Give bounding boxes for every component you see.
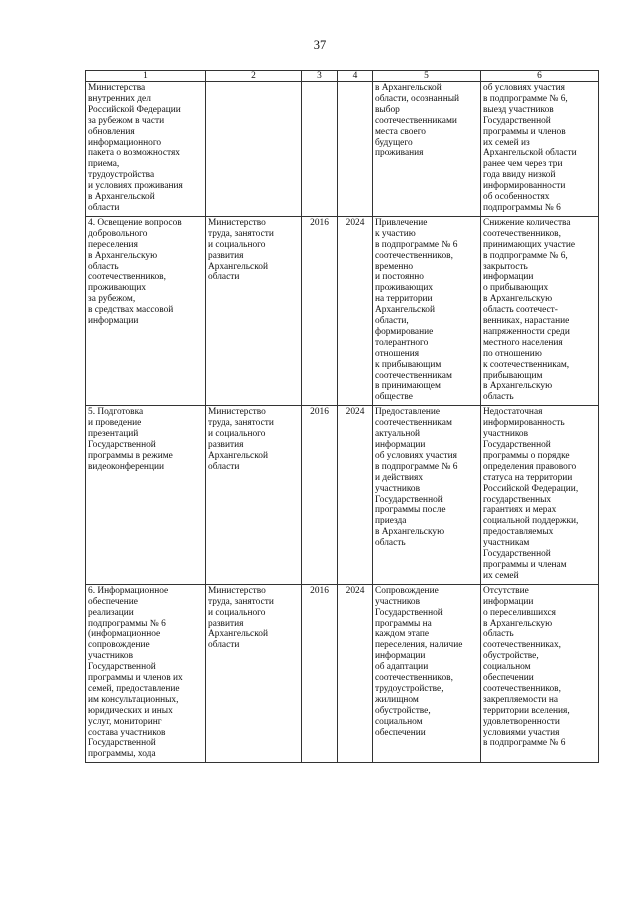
measure-cell: 4. Освещение вопросов добровольного переселения в Архангельскую область соотечественников, проживающих за рубежом, в средствах массовой информации: [86, 216, 206, 405]
measure-cell: 5. Подготовка и проведение презентаций Государственной программы в режиме видеоконференции: [86, 406, 206, 585]
column-header: 3: [302, 71, 338, 82]
end-year-cell: 2024: [338, 216, 373, 405]
expected-result-cell: Предоставление соотечественникам актуальной информации об условиях участия в подпрограмме № 6 и действиях участников Государственной программы после приезда в Архангельскую область: [373, 406, 481, 585]
measure-cell: Министерства внутренних дел Российской Федерации за рубежом в части обновления информационного пакета о возможностях приема, трудоустройства и условиях проживания в Архангельской области: [86, 82, 206, 217]
column-header: 6: [481, 71, 599, 82]
consequences-cell: об условиях участия в подпрограмме № 6, выезд участников Государственной программы и членов их семей из Архангельской области ранее чем через три года ввиду низкой информированности об особенностях подпрограммы № 6: [481, 82, 599, 217]
header-row: [86, 71, 599, 82]
consequences-cell: Недостаточная информированность участников Государственной программы о порядке определения правового статуса на территории Российской Федерации, государственных гарантиях и мерах социальной поддержки, предоставляемых участникам Государственной программы и членам их семей: [481, 406, 599, 585]
expected-result-cell: Сопровождение участников Государственной программы на каждом этапе переселения, наличие информации об адаптации соотечественников, трудоустройстве, жилищном обустройстве, социальном обеспечении: [373, 584, 481, 763]
executor-cell: Министерство труда, занятости и социального развития Архангельской области: [206, 216, 302, 405]
expected-result-cell: Привлечение к участию в подпрограмме № 6 соотечественников, временно и постоянно проживающих на территории Архангельской области, формирование толерантного отношения к прибывающим соотечественникам в принимающем обществе: [373, 216, 481, 405]
executor-cell: Министерство труда, занятости и социального развития Архангельской области: [206, 406, 302, 585]
consequences-cell: Снижение количества соотечественников, принимающих участие в подпрограмме № 6, закрытость информации о прибывающих в Архангельскую область соотечест- венниках, нарастание напряженности среди местного населения по отношению к соотечественникам, прибывающим в Архангельскую область: [481, 216, 599, 405]
start-year-cell: 2016: [302, 406, 338, 585]
page-number: 37: [313, 38, 327, 52]
end-year-cell: [338, 82, 373, 217]
start-year-cell: [302, 82, 338, 217]
column-header: 2: [206, 71, 302, 82]
start-year-cell: 2016: [302, 584, 338, 763]
executor-cell: [206, 82, 302, 217]
column-header: 4: [338, 71, 373, 82]
table-row: [86, 406, 599, 585]
expected-result-cell: в Архангельской области, осознанный выбор соотечественниками места своего будущего проживания: [373, 82, 481, 217]
table-row: [86, 82, 599, 217]
end-year-cell: 2024: [338, 584, 373, 763]
executor-cell: Министерство труда, занятости и социального развития Архангельской области: [206, 584, 302, 763]
column-header: 1: [86, 71, 206, 82]
consequences-cell: Отсутствие информации о переселившихся в Архангельскую область соотечественниках, обустройстве, социальном обеспечении соотечественников, закрепляемости на территории вселения, удовлетворенности условиями участия в подпрограмме № 6: [481, 584, 599, 763]
column-header: 5: [373, 71, 481, 82]
table-row: [86, 216, 599, 405]
program-table: [85, 70, 599, 763]
end-year-cell: 2024: [338, 406, 373, 585]
start-year-cell: 2016: [302, 216, 338, 405]
table-row: [86, 584, 599, 763]
measure-cell: 6. Информационное обеспечение реализации подпрограммы № 6 (информационное сопровождение участников Государственной программы и членов их семей, предоставление им консультационных, юридических и иных услуг, мониторинг состава участников Государственной программы, хода: [86, 584, 206, 763]
